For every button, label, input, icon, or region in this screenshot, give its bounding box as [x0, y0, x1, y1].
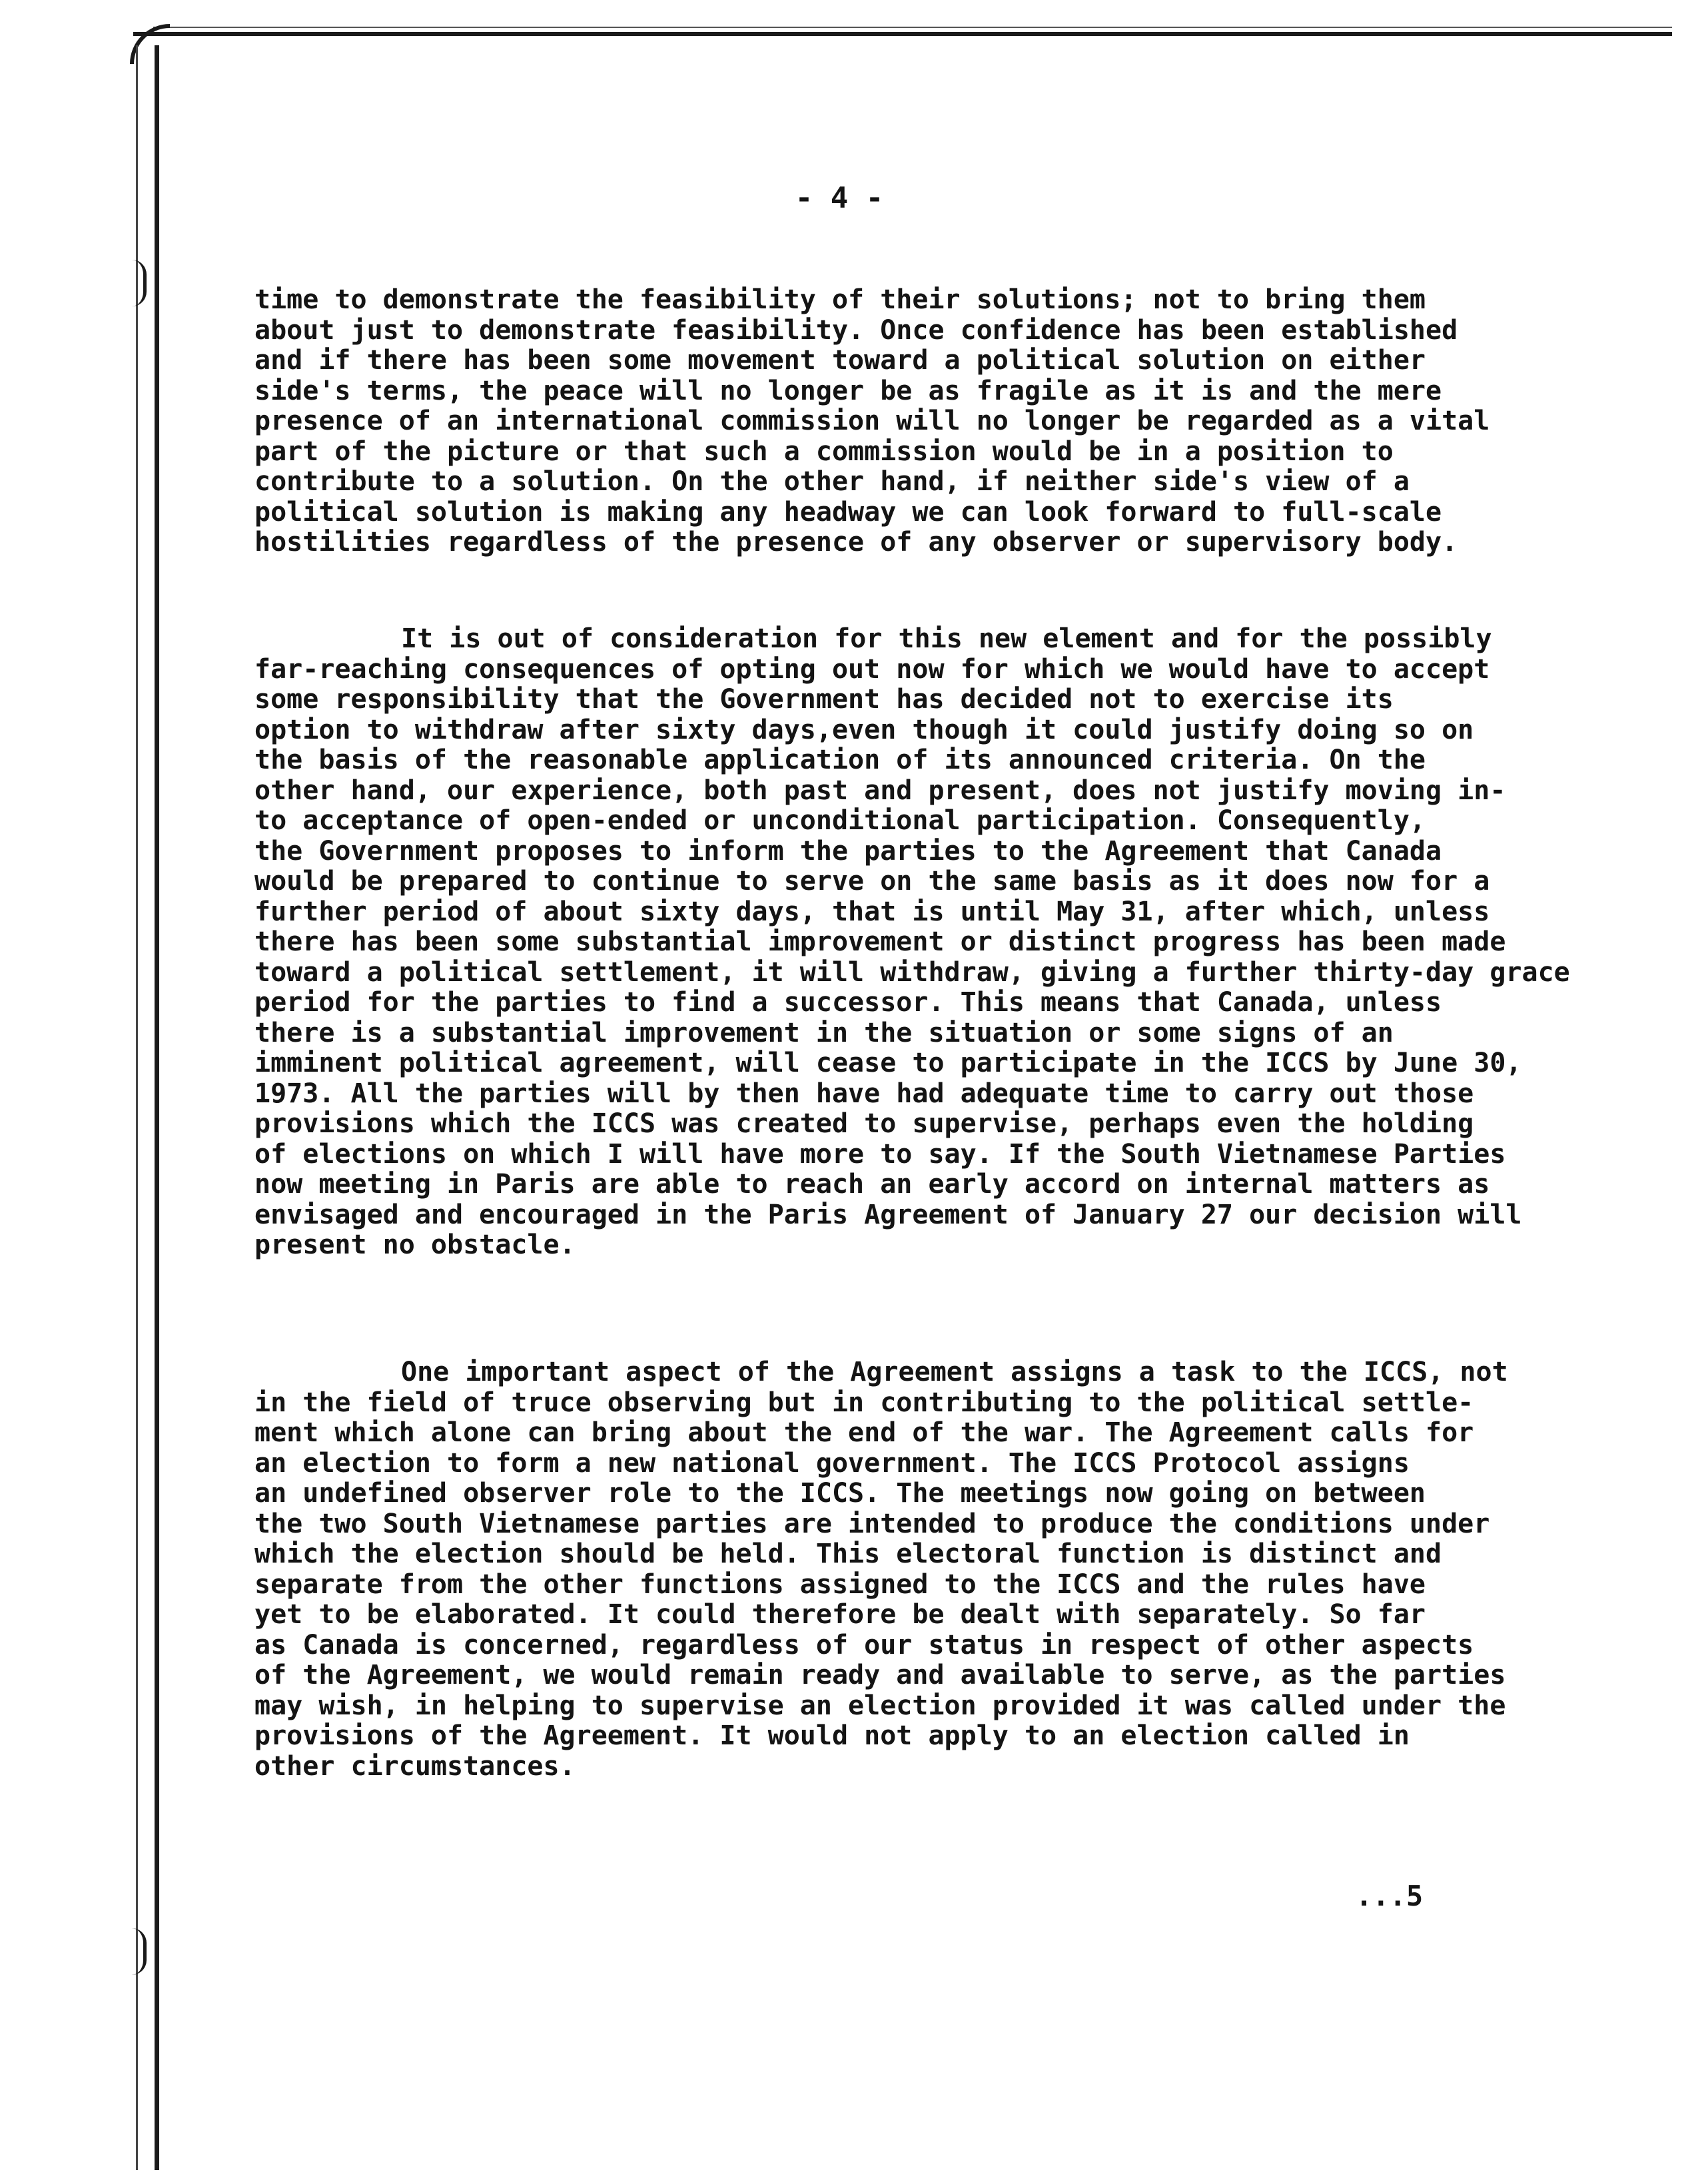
text-line: contribute to a solution. On the other hand, if neither side's view of a: [254, 466, 1410, 497]
continuation-marker: ...5: [1356, 1880, 1424, 1912]
text-line: the Government proposes to inform the parties to the Agreement that Canada: [254, 835, 1442, 867]
text-line: there has been some substantial improvement or distinct progress has been made: [254, 926, 1506, 957]
text-line: to acceptance of open-ended or unconditional participation. Consequently,: [254, 805, 1426, 836]
text-line: present no obstacle.: [254, 1230, 576, 1260]
text-line: option to withdraw after sixty days,even though it could justify doing so on: [254, 714, 1474, 745]
text-line: side's terms, the peace will no longer be as fragile as it is and the mere: [254, 375, 1442, 406]
text-line: envisaged and encouraged in the Paris Agreement of January 27 our decision will: [254, 1199, 1522, 1230]
text-line: the basis of the reasonable application of its announced criteria. On the: [254, 745, 1426, 775]
text-line: other circumstances.: [254, 1750, 576, 1782]
text-line: an election to form a new national government. The ICCS Protocol assigns: [254, 1447, 1410, 1479]
text-line: there is a substantial improvement in the situation or some signs of an: [254, 1017, 1394, 1048]
text-line: of the Agreement, we would remain ready and available to serve, as the parties: [254, 1660, 1506, 1690]
text-line: ment which alone can bring about the end of the war. The Agreement calls for: [254, 1417, 1474, 1448]
text-line: toward a political settlement, it will withdraw, giving a further thirty-day grace: [254, 956, 1570, 988]
text-line: may wish, in helping to supervise an election provided it was called under the: [254, 1690, 1506, 1721]
text-line: time to demonstrate the feasibility of their solutions; not to bring them: [254, 284, 1426, 315]
text-line: hostilities regardless of the presence of any observer or supervisory body.: [254, 527, 1458, 557]
text-line: part of the picture or that such a commission would be in a position to: [254, 436, 1394, 467]
text-line: provisions which the ICCS was created to supervise, perhaps even the holding: [254, 1108, 1474, 1139]
text-line: of elections on which I will have more to say. If the South Vietnamese Parties: [254, 1138, 1506, 1170]
text-line: 1973. All the parties will by then have had adequate time to carry out those: [254, 1078, 1474, 1109]
text-line: about just to demonstrate feasibility. Once confidence has been established: [254, 314, 1458, 346]
text-line: presence of an international commission will no longer be regarded as a vital: [254, 406, 1490, 436]
paragraph-1: [254, 285, 1640, 558]
text-line: far-reaching consequences of opting out now for which we would have to accept: [254, 653, 1490, 685]
scan-top-rule: [133, 32, 1672, 36]
text-line: some responsibility that the Government has decided not to exercise its: [254, 684, 1394, 715]
text-line: which the election should be held. This electoral function is distinct and: [254, 1539, 1442, 1569]
punch-hole-mark-bottom: [132, 1928, 147, 1975]
paragraph-2: [254, 624, 1640, 1261]
text-line: would be prepared to continue to serve on the same basis as it does now for a: [254, 866, 1490, 897]
text-line: other hand, our experience, both past and present, does not justify moving in-: [254, 775, 1506, 806]
text-line: and if there has been some movement toward a political solution on either: [254, 345, 1426, 376]
text-line: separate from the other functions assigned to the ICCS and the rules have: [254, 1569, 1426, 1600]
text-line: It is out of consideration for this new element and for the possibly: [401, 623, 1492, 654]
binder-edge-line: [155, 45, 159, 2170]
text-line: now meeting in Paris are able to reach an early accord on internal matters as: [254, 1169, 1490, 1200]
text-line: further period of about sixty days, that is until May 31, after which, unless: [254, 896, 1490, 927]
page-number: - 4 -: [795, 181, 884, 215]
text-line: as Canada is concerned, regardless of our status in respect of other aspects: [254, 1629, 1474, 1660]
text-line: an undefined observer role to the ICCS. The meetings now going on between: [254, 1478, 1426, 1509]
text-line: the two South Vietnamese parties are intended to produce the conditions under: [254, 1508, 1490, 1539]
scan-top-rule-thin: [153, 27, 1672, 28]
punch-hole-mark-top: [132, 260, 147, 306]
text-line: yet to be elaborated. It could therefore be dealt with separately. So far: [254, 1599, 1426, 1630]
text-line: imminent political agreement, will cease to participate in the ICCS by June 30,: [254, 1048, 1522, 1078]
text-line: political solution is making any headway we can look forward to full-scale: [254, 496, 1442, 528]
text-line: period for the parties to find a successor. This means that Canada, unless: [254, 987, 1442, 1018]
text-line: in the field of truce observing but in contributing to the political settle-: [254, 1387, 1474, 1418]
text-line: One important aspect of the Agreement assigns a task to the ICCS, not: [401, 1357, 1508, 1387]
binder-edge-line-thin: [136, 45, 138, 2170]
paragraph-3: [254, 1357, 1640, 1782]
text-line: provisions of the Agreement. It would not apply to an election called in: [254, 1720, 1410, 1751]
